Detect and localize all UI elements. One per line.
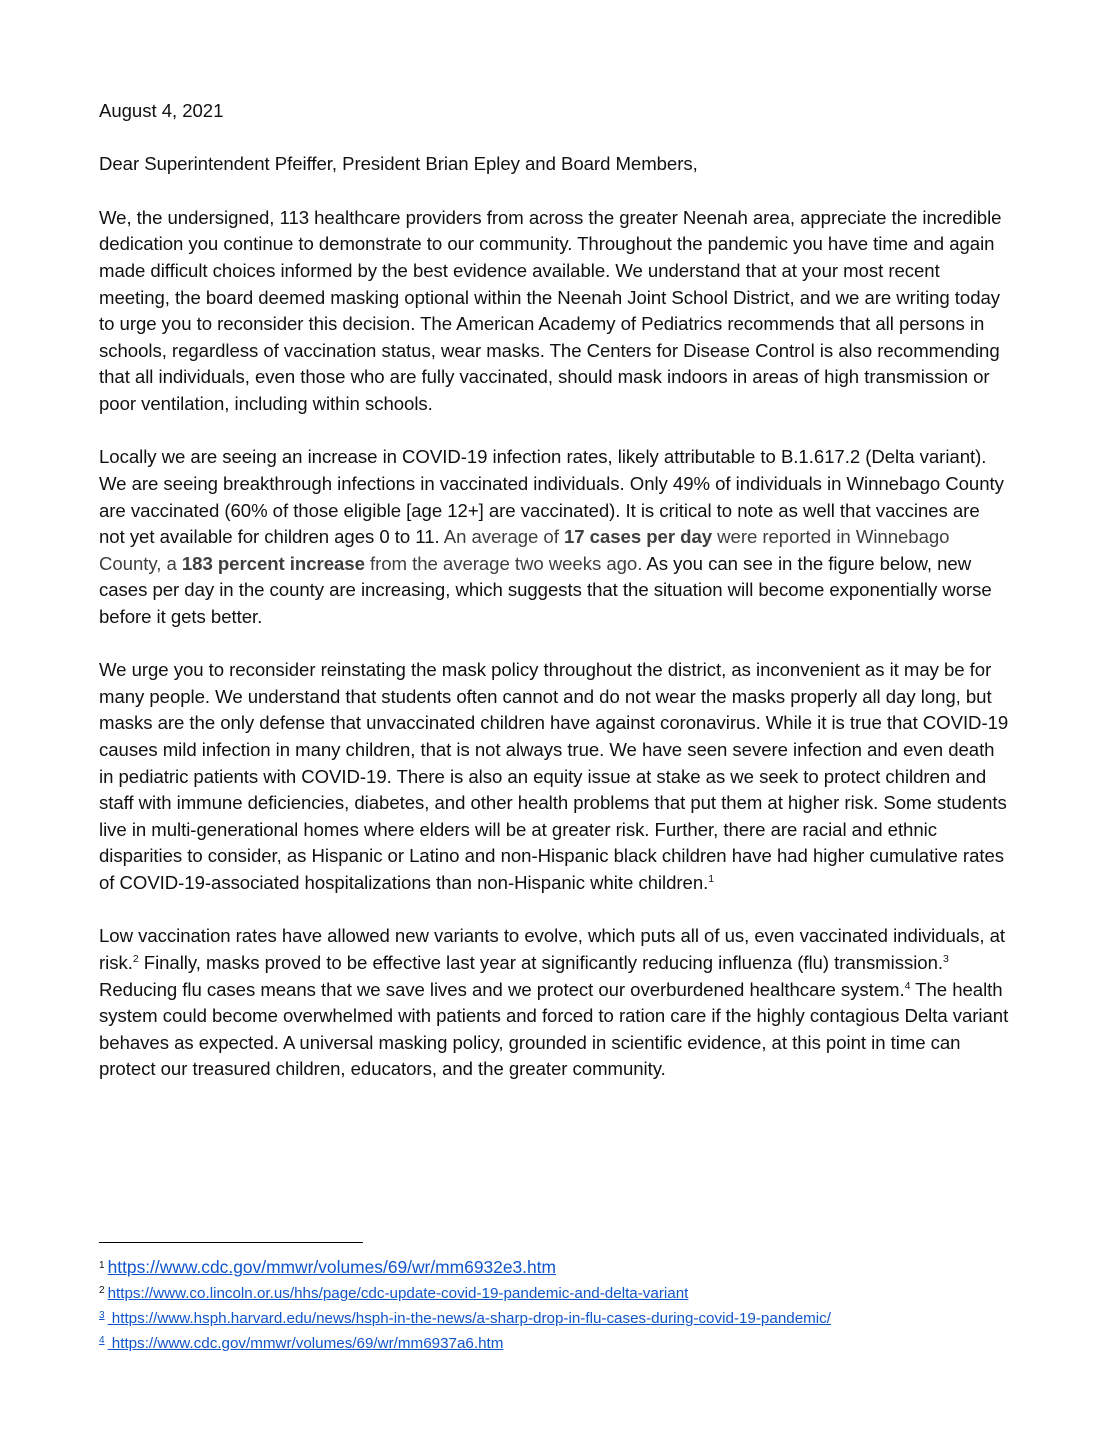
footnote-2 [99,1280,1009,1305]
footnote-number: 1 [99,1260,105,1271]
footnote-4 [99,1330,1009,1355]
paragraph-2 [99,444,1009,630]
paragraph-4-text-d: The health system could become overwhelmed with patients and forced to ration care if the highly contagious Delta variant behaves as expected. A universal masking policy, grounded in scientific evidence, at this point in time can protect our treasured children, educators, and the greater community. [99,978,1009,1080]
footnote-link-3[interactable]: https://www.hsph.harvard.edu/news/hsph-in-the-news/a-sharp-drop-in-flu-cases-during-covid-19-pandemic/ [107,1309,831,1327]
footnote-number: 2 [99,1284,105,1296]
footnote-number: 4 [99,1334,105,1346]
paragraph-1: We, the undersigned, 113 healthcare providers from across the greater Neenah area, appreciate the incredible dedication you continue to demonstrate to our community. Throughout the pandemic you have time and again made difficult choices informed by the best evidence available. We understand that at your most recent meeting, the board deemed masking optional within the Neenah Joint School District, and we are writing today to urge you to reconsider this decision. The American Academy of Pediatrics recommends that all persons in schools, regardless of vaccination status, wear masks. The Centers for Disease Control is also recommending that all individuals, even those who are fully vaccinated, should mask indoors in areas of high transmission or poor ventilation, including within schools. [99,206,1002,414]
footnote-ref-4[interactable]: 4 [904,979,911,992]
footnote-link-2[interactable]: https://www.co.lincoln.or.us/hhs/page/cdc-update-covid-19-pandemic-and-delta-variant [107,1284,689,1302]
paragraph-4-text-a: Low vaccination rates have allowed new variants to evolve, which puts all of us, even vaccinated individuals, at risk. [99,925,1006,974]
paragraph-3-text: We urge you to reconsider reinstating the mask policy throughout the district, as inconvenient as it may be for many people. We understand that students often cannot and do not wear the masks properly all day long, but masks are the only defense that unvaccinated children have against coronavirus. While it is true that COVID-19 causes mild infection in many children, that is not always true. We have seen severe infection and even death in pediatric patients with COVID-19. There is also an equity issue at stake as we seek to protect children and staff with immune deficiencies, diabetes, and other health problems that put them at higher risk. Some students live in multi-generational homes where elders will be at greater risk. Further, there are racial and ethnic disparities to consider, as Hispanic or Latino and non-Hispanic black children have had higher cumulative rates of COVID-19-associated hospitalizations than non-Hispanic white children. [99,659,1009,894]
footnote-1 [99,1255,1009,1280]
percent-increase-highlight: 183 percent increase [181,552,365,574]
footnote-link-1[interactable]: https://www.cdc.gov/mmwr/volumes/69/wr/mm6932e3.htm [107,1257,556,1277]
paragraph-4 [99,923,1009,1083]
paragraph-2-text-b: An average of [443,526,564,548]
cases-per-day-highlight: 17 cases per day [563,526,713,548]
footnote-ref-2[interactable]: 2 [132,953,139,966]
paragraph-4-text-b: Finally, masks proved to be effective last year at significantly reducing influenza (flu) transmission. [138,952,943,974]
footnote-ref-1[interactable]: 1 [708,873,715,886]
paragraph-4-text-c: Reducing flu cases means that we save lives and we protect our overburdened healthcare system. [99,978,905,1000]
paragraph-2-text-c: were reported in Winnebago County, a [99,526,950,574]
footnote-3 [99,1305,1009,1330]
footnote-number: 3 [99,1309,105,1321]
paragraph-2-text-a: Locally we are seeing an increase in COVID-19 infection rates, likely attributable to B.1.617.2 (Delta variant). We are seeing breakthrough infections in vaccinated individuals. Only 49% of individuals in Winnebago County are vaccinated (60% of those eligible [age 12+] are vaccinated). It is critical to note as well that vaccines are not yet available for children ages 0 to 11. [99,446,1004,548]
footnotes [99,1255,1009,1355]
paragraph-3 [99,657,1009,896]
footnote-divider [99,1242,363,1243]
paragraph-2-text-e: As you can see in the figure below, new cases per day in the county are increasing, which suggests that the situation will become exponentially worse before it gets better. [99,552,992,627]
paragraph-2-text-d: from the average two weeks ago. [364,552,643,574]
footnote-ref-3[interactable]: 3 [942,953,949,966]
letter-date: August 4, 2021 [99,100,224,121]
footnote-link-4[interactable]: https://www.cdc.gov/mmwr/volumes/69/wr/mm6937a6.htm [107,1334,504,1352]
letter-body [99,98,1009,1110]
salutation: Dear Superintendent Pfeiffer, President Brian Epley and Board Members, [99,153,698,175]
